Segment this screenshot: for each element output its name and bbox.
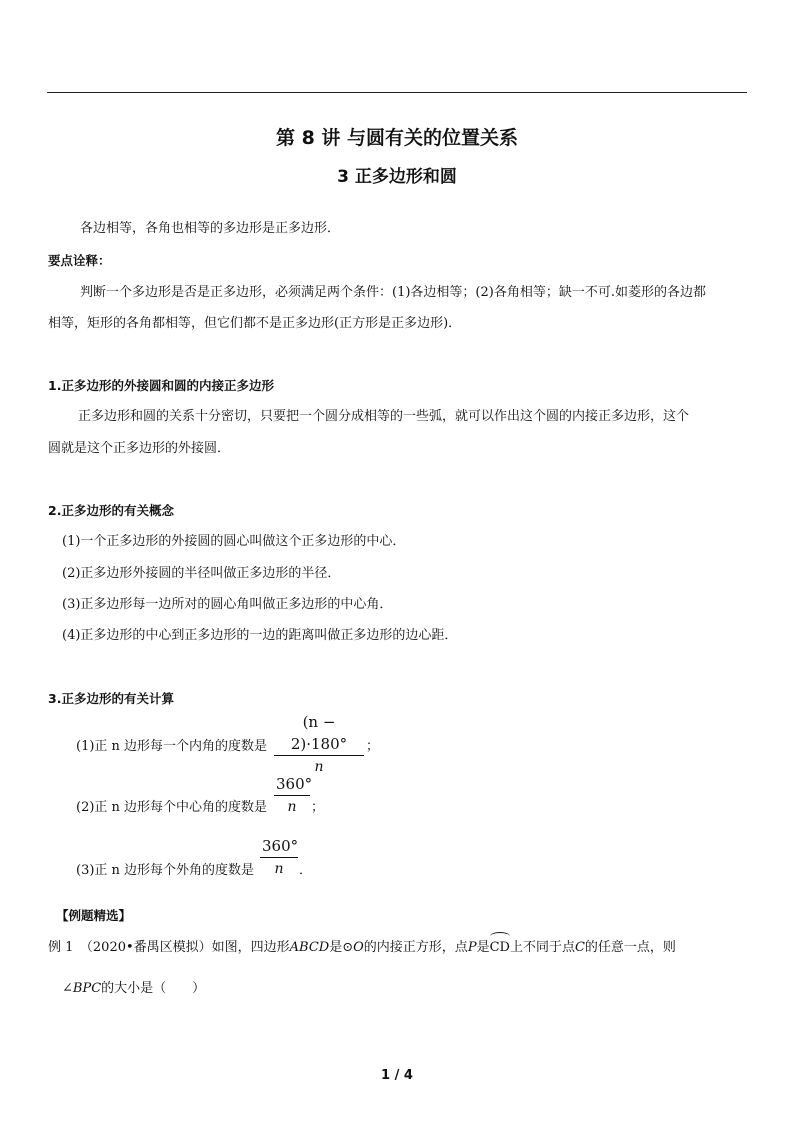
example-1-mid1: 是⊙ <box>329 940 354 955</box>
example-1-mid2: 的内接正方形，点 <box>363 940 468 955</box>
arc-cd: CD <box>490 934 510 959</box>
fraction-denominator: n <box>274 861 284 877</box>
lesson-subtitle: 3 正多边形和圆 <box>337 167 457 187</box>
example-1-line-2 <box>62 978 205 1000</box>
point-c: C <box>574 940 585 955</box>
example-1-mid3: 是 <box>476 940 490 955</box>
concept-item-2: (2)正多边形外接圆的半径叫做正多边形的半径． <box>62 566 341 581</box>
quad-name: ABCD <box>289 940 330 955</box>
example-1-mid4: 上不同于点 <box>509 940 575 955</box>
concept-item-1: (1)一个正多边形的外接圆的圆心叫做这个正多边形的中心． <box>62 534 406 549</box>
calc-item-2-text: (2)正 n 边形每个中心角的度数是 <box>76 800 268 815</box>
fraction-numerator: 360° <box>276 775 313 793</box>
fraction-numerator: (n − 2)·180° <box>290 713 348 753</box>
calc-item-1-text: (1)正 n 边形每一个内角的度数是 <box>76 739 268 754</box>
examples-label: 【例题精选】 <box>56 908 132 923</box>
exterior-angle-fraction <box>260 835 298 880</box>
example-1-line-2-rest: 的大小是（ ） <box>101 981 206 996</box>
definition-text: 各边相等，各角也相等的多边形是正多边形． <box>80 221 341 236</box>
example-1-line-1 <box>48 934 676 959</box>
angle-bpc: ∠BPC <box>62 981 102 996</box>
central-angle-fraction <box>274 773 313 818</box>
key-points-label: 要点诠释： <box>48 253 111 268</box>
interior-angle-fraction <box>274 711 364 778</box>
section1-line-2: 圆就是这个正多边形的外接圆． <box>48 441 231 456</box>
fraction-denominator: n <box>314 759 324 775</box>
key-points-line-1: 判断一个多边形是否是正多边形，必须满足两个条件：(1)各边相等；(2)各角相等；缺一不可.如菱形的各边都 <box>80 285 706 300</box>
concept-item-4: (4)正多边形的中心到正多边形的一边的距离叫做正多边形的边心距． <box>62 628 458 643</box>
calc-item-1-tail: ； <box>366 739 380 754</box>
circle-name: O <box>353 940 364 955</box>
calc-item-3-tail: ． <box>299 863 313 878</box>
section1-heading: 1.正多边形的外接圆和圆的内接正多边形 <box>48 378 274 393</box>
header-rule <box>47 92 747 93</box>
fraction-denominator: n <box>287 799 297 815</box>
calc-item-2-tail: ； <box>311 800 325 815</box>
section2-heading: 2.正多边形的有关概念 <box>48 503 174 518</box>
lecture-title: 第 8 讲 与圆有关的位置关系 <box>275 127 519 149</box>
point-p: P <box>467 940 477 955</box>
section3-heading: 3.正多边形的有关计算 <box>48 691 174 706</box>
example-1-prefix: 例 1 （2020•番禺区模拟）如图，四边形 <box>48 940 290 955</box>
page-number: 1 / 4 <box>381 1068 413 1083</box>
section1-line-1: 正多边形和圆的关系十分密切，只要把一个圆分成相等的一些弧，就可以作出这个圆的内接正多边形，这个 <box>78 409 690 424</box>
example-1-mid5: 的任意一点，则 <box>584 940 676 955</box>
fraction-numerator: 360° <box>262 837 299 855</box>
key-points-line-2: 相等，矩形的各角都相等，但它们都不是正多边形(正方形是正多边形)． <box>48 316 462 331</box>
calc-item-3-text: (3)正 n 边形每个外角的度数是 <box>76 863 255 878</box>
concept-item-3: (3)正多边形每一边所对的圆心角叫做正多边形的中心角． <box>62 597 393 612</box>
